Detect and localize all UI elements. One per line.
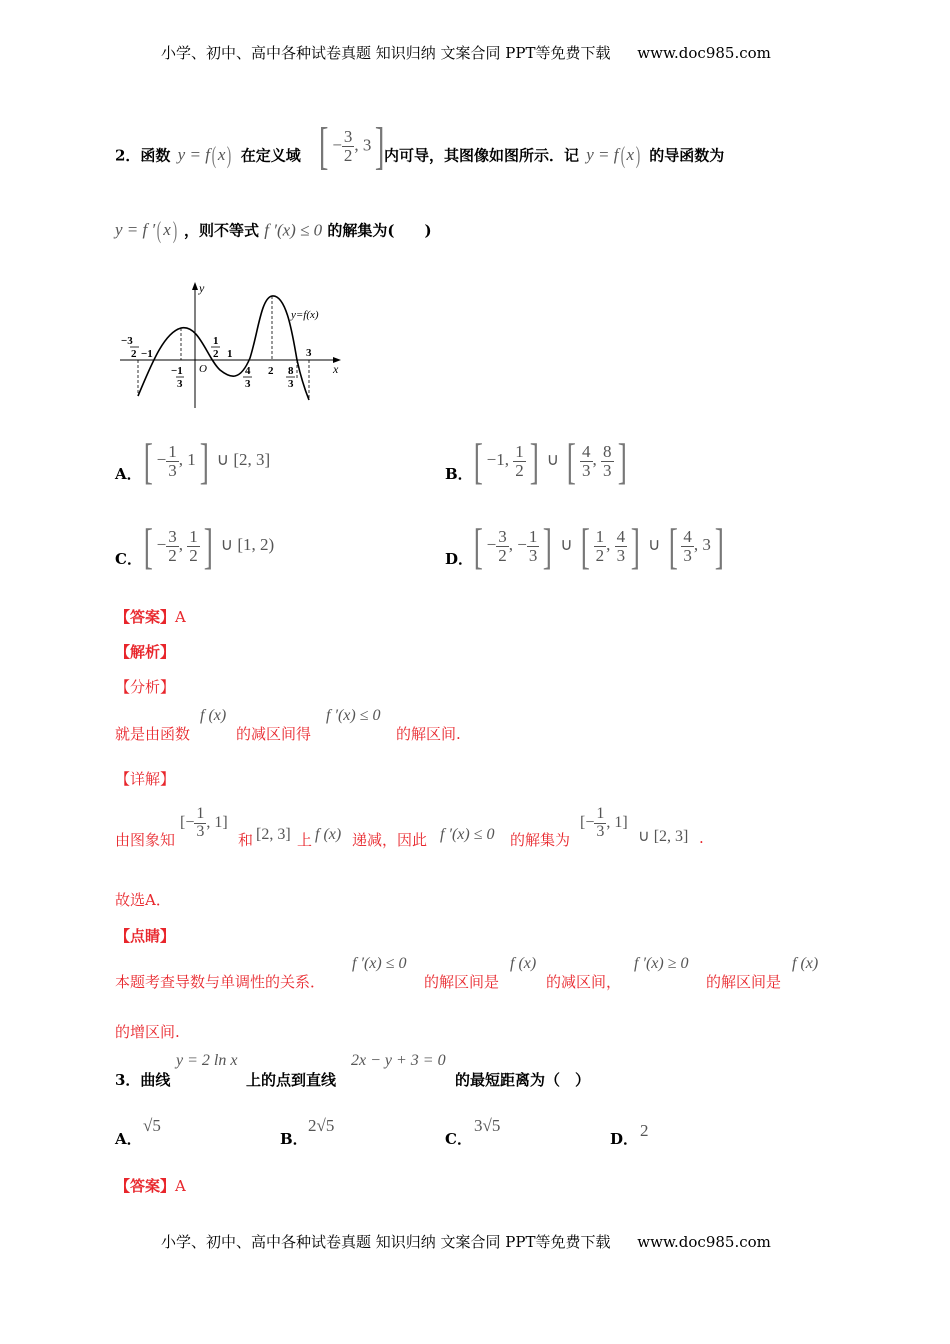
curve-label: y=f(x) xyxy=(291,309,319,321)
tick-neg-3-2-num: −3 xyxy=(121,335,133,347)
q3-option-c-value[interactable]: 3√5 xyxy=(474,1116,501,1135)
comment-text-4: 的解区间是 xyxy=(706,973,782,991)
analysis-label: 【解析】 xyxy=(115,643,176,661)
page-header xyxy=(161,42,771,63)
math-fx-3: f (x) xyxy=(510,955,537,972)
math-fprime-le-0: f ′(x) ≤ 0 xyxy=(264,220,323,240)
q2-stem-line2 xyxy=(115,218,432,245)
q3-option-c-label[interactable]: C． xyxy=(445,1130,472,1148)
math-fx-2: f (x) xyxy=(315,826,342,843)
math-interval-3: [− $\frac{1}{3}$ , 1] xyxy=(580,805,628,840)
tick-1: 1 xyxy=(227,348,233,360)
tick-4-3-num: 4 xyxy=(245,365,251,377)
detail-text-5: 的解集为 xyxy=(510,831,571,849)
q2-text2: 内可导，其图像如图所示．记 xyxy=(384,146,580,165)
q2-stem-line1b xyxy=(384,143,724,170)
answer-label: 【答案】 xyxy=(115,608,176,626)
tick-2: 2 xyxy=(268,365,274,377)
math-fprime-le-0-b: f ′(x) ≤ 0 xyxy=(326,707,381,724)
header-text: 小学、初中、高中各种试卷真题 知识归纳 文案合同 PPT等免费下载 xyxy=(161,44,611,62)
q3-option-b-value[interactable]: 2√5 xyxy=(308,1116,335,1135)
option-b-math[interactable]: [ −1, $\frac{1}{2}$ ] ∪ [ $\frac{4}{3}$ , $\frac{8}{3}$ ] xyxy=(473,433,627,489)
tick-1-2-num: 1 xyxy=(213,335,219,347)
tick-neg-1-3-den: 3 xyxy=(177,378,183,390)
detail-text-2: 和 xyxy=(238,831,254,849)
comment-text-2: 的解区间是 xyxy=(424,973,500,991)
math-y-fx-2: y = f( x) xyxy=(586,143,641,169)
q3-option-a-value[interactable]: √5 xyxy=(143,1116,161,1135)
math-interval-2: [2, 3] xyxy=(256,826,291,843)
tick-neg-1-3-num: −1 xyxy=(171,365,183,377)
header-site: www.doc985.com xyxy=(637,44,771,62)
option-c-math[interactable]: [ − $\frac{3}{2}$ , $\frac{1}{2}$ ] ∪ [1, 2) xyxy=(143,518,275,574)
footer-text: 小学、初中、高中各种试卷真题 知识归纳 文案合同 PPT等免费下载 xyxy=(161,1233,611,1251)
tick-3: 3 xyxy=(306,347,312,359)
detail-text-4: 递减，因此 xyxy=(352,831,428,849)
answer-value: A xyxy=(175,608,186,626)
fenxi-text-3: 的解区间. xyxy=(396,725,461,743)
math-fprime-le-0-d: f ′(x) ≤ 0 xyxy=(352,955,407,972)
q3-answer xyxy=(115,1175,186,1196)
conclusion: 故选A． xyxy=(115,891,171,909)
comment-text-5: 的增区间. xyxy=(115,1023,180,1041)
tick-neg-1: −1 xyxy=(141,348,153,360)
math-interval-1: [− $\frac{1}{3}$ , 1] xyxy=(180,805,228,840)
option-a-label[interactable]: A． xyxy=(115,465,142,483)
detail-text-3: 上 xyxy=(297,831,313,849)
tick-4-3-den: 3 xyxy=(245,378,251,390)
q3-option-a-label[interactable]: A． xyxy=(115,1130,142,1148)
q3-option-d-value[interactable]: 2 xyxy=(640,1121,649,1140)
fenxi-label: 【分析】 xyxy=(115,678,176,696)
tick-labels xyxy=(121,335,312,390)
fenxi-text-1: 就是由函数 xyxy=(115,725,191,743)
fenxi-text-2: 的减区间得 xyxy=(236,725,312,743)
math-fx-4: f (x) xyxy=(792,955,819,972)
option-d-label[interactable]: D． xyxy=(445,550,474,568)
tick-8-3-num: 8 xyxy=(288,365,294,377)
option-b-label[interactable]: B． xyxy=(445,465,473,483)
function-graph xyxy=(115,278,345,413)
y-axis-label: y xyxy=(199,281,205,295)
comment-label: 【点睛】 xyxy=(115,927,176,945)
option-c-label[interactable]: C． xyxy=(115,550,142,568)
detail-text-6: . xyxy=(699,829,704,847)
curve-y-fx xyxy=(138,296,309,400)
detail-label: 【详解】 xyxy=(115,770,176,788)
q2-text1: 在定义域 xyxy=(240,146,301,165)
math-y-fx: y = f( x) xyxy=(177,143,232,169)
math-fprime-le-0-c: f ′(x) ≤ 0 xyxy=(440,826,495,843)
q2-stem-line1 xyxy=(115,143,301,170)
q2-text4: ，则不等式 xyxy=(184,221,260,240)
option-a-math[interactable]: [ − $\frac{1}{3}$ , 1] ∪ [2, 3] xyxy=(143,433,271,489)
option-d-math[interactable]: [ − $\frac{3}{2}$ , − $\frac{1}{3}$ ] ∪ [ $\frac{1}{2}$ , $\frac{4}{3}$ ] ∪ [ $\frac{4}{3}$ , 3] xyxy=(473,518,724,574)
comment-text-1: 本题考查导数与单调性的关系． xyxy=(115,973,326,991)
tick-1-2-den: 2 xyxy=(213,348,219,360)
q3-option-d-label[interactable]: D． xyxy=(610,1130,639,1148)
q2-text3: 的导函数为 xyxy=(649,146,725,165)
footer-site: www.doc985.com xyxy=(637,1233,771,1251)
math-interval-4: ∪ [2, 3] xyxy=(638,828,689,845)
math-fprime-ge-0: f ′(x) ≥ 0 xyxy=(634,955,689,972)
math-curve: y = 2 ln x xyxy=(176,1052,238,1069)
q3-text1: 上的点到直线 xyxy=(246,1071,337,1089)
math-y-fprime: y = f ′( x) xyxy=(115,218,177,244)
tick-8-3-den: 3 xyxy=(288,378,294,390)
q3-answer-value: A xyxy=(175,1177,186,1195)
detail-text-1: 由图象知 xyxy=(115,831,176,849)
q2-answer xyxy=(115,606,186,627)
tick-neg-3-2-den: 2 xyxy=(131,348,137,360)
y-axis-arrow-icon xyxy=(192,282,198,290)
x-axis-label: x xyxy=(333,362,339,376)
math-fx-1: f (x) xyxy=(200,707,227,724)
q2-number: 2．函数 xyxy=(115,146,171,165)
origin-label: O xyxy=(199,363,207,375)
q3-option-b-label[interactable]: B． xyxy=(280,1130,308,1148)
page-footer xyxy=(161,1231,771,1252)
q2-text5: 的解集为( ) xyxy=(327,221,432,240)
q3-text2: 的最短距离为（ ） xyxy=(455,1071,591,1089)
math-domain: [ − $\frac{3}{2}$ , 3] xyxy=(318,118,385,175)
math-line: 2x − y + 3 = 0 xyxy=(351,1052,446,1069)
q3-answer-label: 【答案】 xyxy=(115,1177,176,1195)
q3-number: 3．曲线 xyxy=(115,1071,171,1089)
comment-text-3: 的减区间， xyxy=(546,973,622,991)
